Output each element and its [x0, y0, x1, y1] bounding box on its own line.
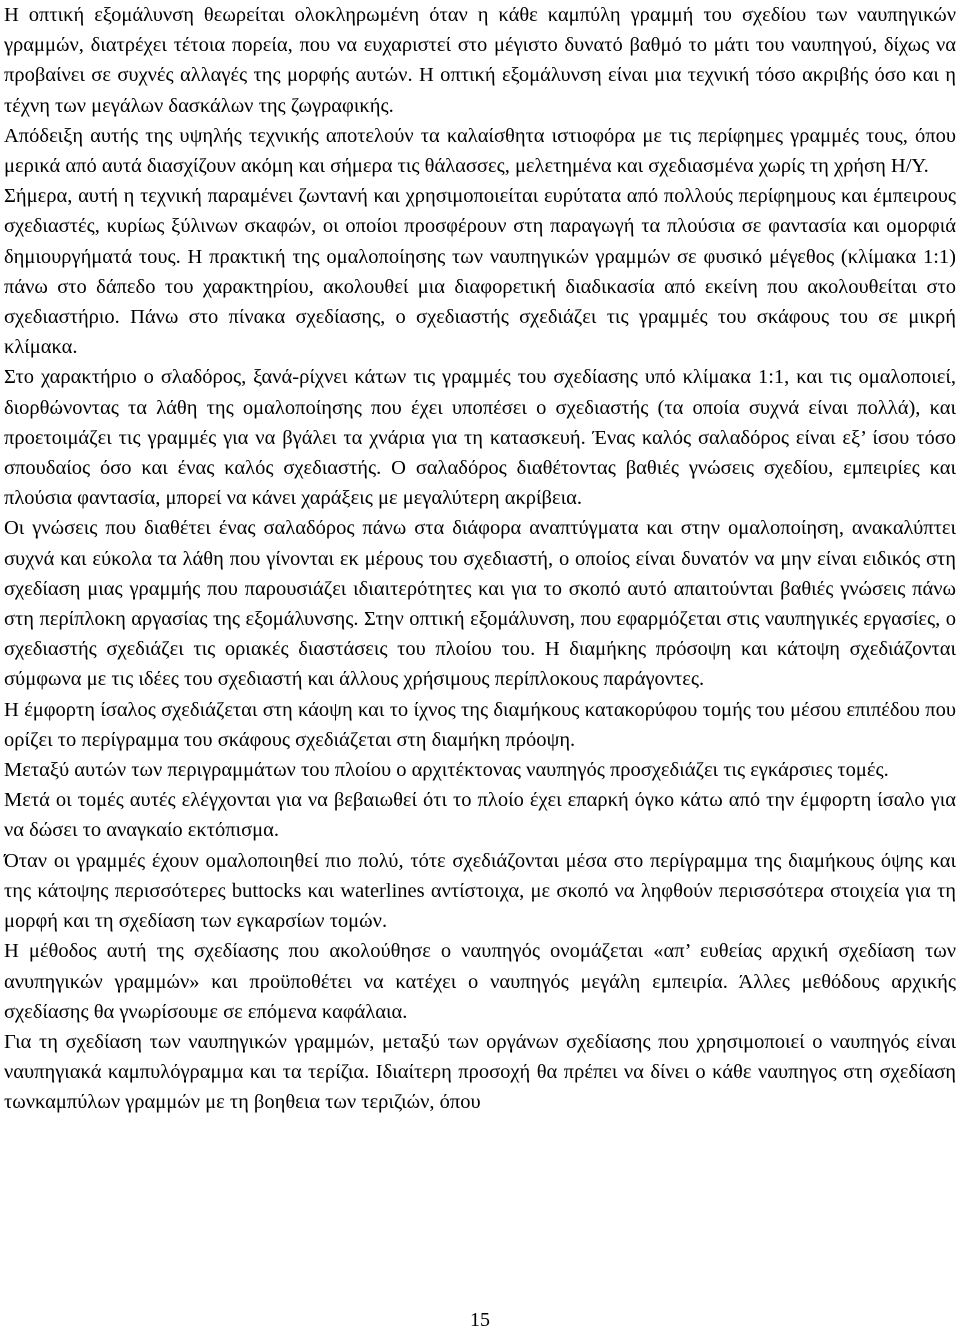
- paragraph-1: Η οπτική εξομάλυνση θεωρείται ολοκληρωμένη όταν η κάθε καμπύλη γραμμή του σχεδίου των ναυπηγικών γραμμών, διατρέχει τέτοια πορεία, που να ευχαριστεί στο μέγιστο δυνατό βαθμό το μάτι του ναυπηγού, δίχως να προβαίνει σε συχνές αλλαγές της μορφής αυτών. Η οπτική εξομάλυνση είναι μια τεχνική τόσο ακριβής όσο και η τέχνη των μεγάλων δασκάλων της ζωγραφικής.: [4, 4, 956, 117]
- paragraph-6: Η έμφορτη ίσαλος σχεδιάζεται στη κάοψη και το ίχνος της διαμήκους κατακορύφου τομής του μέσου επιπέδου που ορίζει το περίγραμμα του σκάφους σχεδιάζεται στη διαμήκη πρόοψη.: [4, 698, 956, 751]
- page-number: 15: [470, 1309, 490, 1331]
- paragraph-4: Στο χαρακτήριο ο σλαδόρος, ξανά-ρίχνει κάτων τις γραμμές του σχεδίασης υπό κλίμακα 1:1, και τις ομαλοποιεί, διορθώνοντας τα λάθη της ομαλοποίησης που έχει υποπέσει ο σχεδιαστής (τα οποία συχνά είναι πολλά), και προετοιμάζει τις γραμμές για να βγάλει τα χνάρια για τη κατασκευή. Ένας καλός σαλαδόρος είναι εξ’ ίσου τόσο σπουδαίος όσο και ένας καλός σχεδιαστής. Ο σαλαδόρος διαθέτοντας βαθιές γνώσεις σχεδίου, εμπειρίες και πλούσια φαντασία, μπορεί να κάνει χαράξεις με μεγαλύτερη ακρίβεια.: [4, 366, 956, 510]
- document-page: [4, 0, 956, 1118]
- paragraph-3: Σήμερα, αυτή η τεχνική παραμένει ζωντανή και χρησιμοποιείται ευρύτατα από πολλούς περίφημους και έμπειρους σχεδιαστές, κυρίως ξύλινων σκαφών, οι οποίοι προσφέρουν στη παραγωγή τα πλούσια σε φαντασία και ομορφιά δημιουργήματά τους. Η πρακτική της ομαλοποίησης των ναυπηγικών γραμμών σε φυσικό μέγεθος (κλίμακα 1:1) πάνω στο δάπεδο του χαρακτηρίου, ακολουθεί μια διαφορετική διαδικασία από εκείνη που ακολουθείται στο σχεδιαστήριο. Πάνω στο πίνακα σχεδίασης, ο σχεδιαστής σχεδιάζει τις γραμμές του σκάφους του σε μικρή κλίμακα.: [4, 185, 956, 359]
- paragraph-9: Όταν οι γραμμές έχουν ομαλοποιηθεί πιο πολύ, τότε σχεδιάζονται μέσα στο περίγραμμα της διαμήκους όψης και της κάτοψης περισσότερες buttocks και waterlines αντίστοιχα, με σκοπό να ληφθούν περισσότερα στοιχεία για τη μορφή και τη σχεδίαση των εγκαρσίων τομών.: [4, 849, 956, 933]
- paragraph-8: Μετά οι τομές αυτές ελέγχονται για να βεβαιωθεί ότι το πλοίο έχει επαρκή όγκο κάτω από την έμφορτη ίσαλο για να δώσει το αναγκαίο εκτόπισμα.: [4, 789, 956, 842]
- paragraph-7: Μεταξύ αυτών των περιγραμμάτων του πλοίου ο αρχιτέκτονας ναυπηγός προσχεδιάζει τις εγκάρσιες τομές.: [4, 759, 889, 782]
- paragraph-5: Οι γνώσεις που διαθέτει ένας σαλαδόρος πάνω στα διάφορα αναπτύγματα και στην ομαλοποίηση, ανακαλύπτει συχνά και εύκολα τα λάθη που γίνονται εκ μέρους του σχεδιαστή, ο οποίος είναι δυνατόν να μην είναι ειδικός στη σχεδίαση μιας γραμμής που παρουσιάζει ιδιαιτερότητες και για το σκοπό αυτό απαιτούνται βαθιές γνώσεις πάνω στη περίπλοκη αργασίας της εξομάλυνσης. Στην οπτική εξομάλυνση, που εφαρμόζεται στις ναυπηγικές εργασίες, ο σχεδιαστής σχεδιάζει τις οριακές διαστάσεις του πλοίου του. Η διαμήκης πρόσοψη και κάτοψη σχεδιάζονται σύμφωνα με τις ιδέες του σχεδιαστή και άλλους χρήσιμους περίπλοκους παράγοντες.: [4, 517, 956, 691]
- paragraph-10: Η μέθοδος αυτή της σχεδίασης που ακολούθησε ο ναυπηγός ονομάζεται «απ’ ευθείας αρχική σχεδίαση των ανυπηγικών γραμμών» και προϋποθέτει να κατέχει ο ναυπηγός μεγάλη εμπειρία. Άλλες μεθόδους αρχικής σχεδίασης θα γνωρίσουμε σε επόμενα καφάλαια.: [4, 940, 956, 1023]
- paragraph-11: Για τη σχεδίαση των ναυπηγικών γραμμών, μεταξύ των οργάνων σχεδίασης που χρησιμοποιεί ο ναυπηγός είναι ναυπηγιακά καμπυλόγραμμα και τα τερίζια. Ιδιαίτερη προσοχή θα πρέπει να δίνει ο κάθε ναυπηγος στη σχεδίαση τωνκαμπύλων γραμμών με τη βοηθεια των τεριζιών, όπου: [4, 1030, 956, 1114]
- paragraph-2: Απόδειξη αυτής της υψηλής τεχνικής αποτελούν τα καλαίσθητα ιστιοφόρα με τις περίφημες γραμμές τους, όπου μερικά από αυτά διασχίζουν ακόμη και σήμερα τις θάλασσες, μελετημένα και σχεδιασμένα χωρίς τη χρήση Η/Υ.: [4, 124, 956, 178]
